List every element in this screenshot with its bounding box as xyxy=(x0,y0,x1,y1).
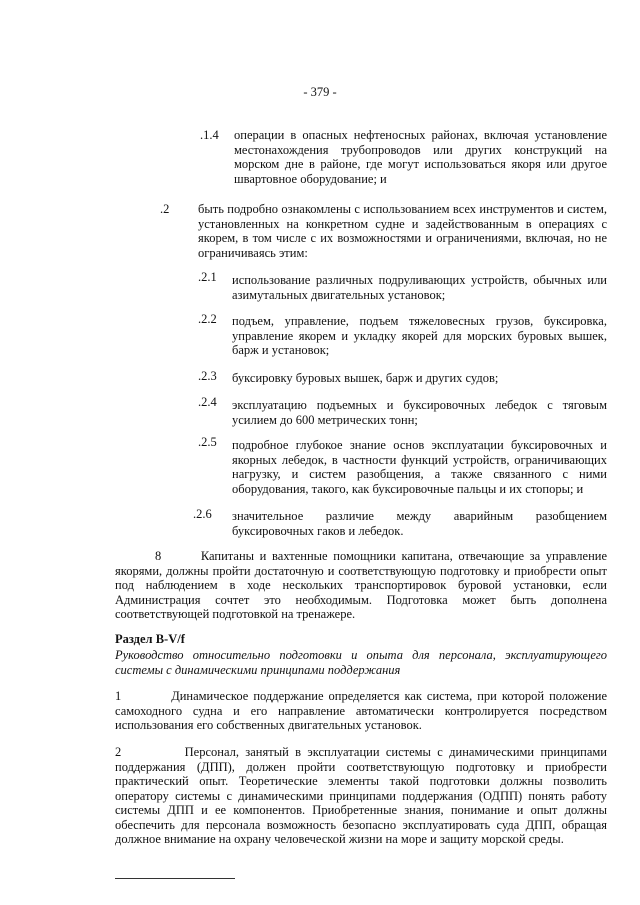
paragraph-2-text: Персонал, занятый в эксплуатации системы с динамическими принципами поддержания (ДПП), должен пройти соответствующую подготовку и приобрести практический опыт. Теоретические элементы такой подготовки должны позволить оператору системы с динамическими принципами поддержания (ОДПП) понять работу системы ДПП и ее компонентов. Приобретенные знания, понимание и опыт должны обеспечить для персонала возможность безопасно эксплуатировать суда ДПП, обращая должное внимание на охрану человеческой жизни на море и защиту морской среды. xyxy=(115,745,607,846)
section-subheading: Руководство относительно подготовки и опыта для персонала, эксплуатирующего системы с динамическими принципами поддержания xyxy=(115,648,607,677)
paragraph-1-number: 1 xyxy=(115,689,122,703)
paragraph-1 xyxy=(115,689,607,733)
subitem-2-6-number: .2.6 xyxy=(193,507,212,521)
item-2-number: .2 xyxy=(160,202,170,216)
subitem-2-5-number: .2.5 xyxy=(198,435,217,449)
item-2-text: быть подробно ознакомлены с использованием всех инструментов и систем, установленных на конкретном судне и задействованным в операциях с якорем, в том числе с их возможностями и ограничениями, включая, но не ограничиваясь этим: xyxy=(198,202,607,260)
paragraph-2-number: 2 xyxy=(115,745,122,759)
page-number: - 379 - xyxy=(303,85,337,99)
subitem-2-3-text: буксировку буровых вышек, барж и других судов; xyxy=(232,371,499,385)
paragraph-8-number: 8 xyxy=(155,549,162,563)
footnote-separator xyxy=(115,878,235,879)
subitem-2-1-number: .2.1 xyxy=(198,270,217,284)
subitem-2-1-text: использование различных подруливающих устройств, обычных или азимутальных двигательных установок; xyxy=(232,273,607,302)
subitem-2-2-text: подъем, управление, подъем тяжеловесных грузов, буксировка, управление якорем и укладку якорей для морских буровых вышек, барж и установок; xyxy=(232,314,607,357)
item-1-4-number: .1.4 xyxy=(200,128,219,142)
subitem-2-4-number: .2.4 xyxy=(198,395,217,409)
paragraph-8-text: Капитаны и вахтенные помощники капитана, отвечающие за управление якорями, должны пройти достаточную и соответствующую подготовку и приобрести опыт под наблюдением в ходе нескольких транспортировок буровой установки, если Администрация сочтет это необходимым. Подготовка может быть дополнена соответствующей подготовкой на тренажере. xyxy=(115,549,607,621)
subitem-2-6-text: значительное различие между аварийным разобщением буксировочных гаков и лебедок. xyxy=(232,509,607,538)
item-1-4-text: операции в опасных нефтеносных районах, включая установление местонахождения трубопроводов или других конструкций на морском дне в районе, где могут использоваться якоря или другое швартовное оборудование; и xyxy=(234,128,607,186)
paragraph-1-text: Динамическое поддержание определяется как система, при которой положение самоходного судна и его направление автоматически контролируется посредством использования его собственных двигательных установок. xyxy=(115,689,607,732)
subitem-2-5-text: подробное глубокое знание основ эксплуатации буксировочных и якорных лебедок, в частности функций устройств, ограничивающих нагрузку, и систем разобщения, а также связанного с ними оборудования, такого, как буксировочные пальцы и их стопоры; и xyxy=(232,438,607,496)
paragraph-8 xyxy=(115,549,607,622)
section-heading: Раздел B-V/f xyxy=(115,632,185,646)
paragraph-2 xyxy=(115,745,607,847)
subitem-2-4-text: эксплуатацию подъемных и буксировочных лебедок с тяговым усилием до 600 метрических тонн; xyxy=(232,398,607,427)
subitem-2-3-number: .2.3 xyxy=(198,369,217,383)
subitem-2-2-number: .2.2 xyxy=(198,312,217,326)
